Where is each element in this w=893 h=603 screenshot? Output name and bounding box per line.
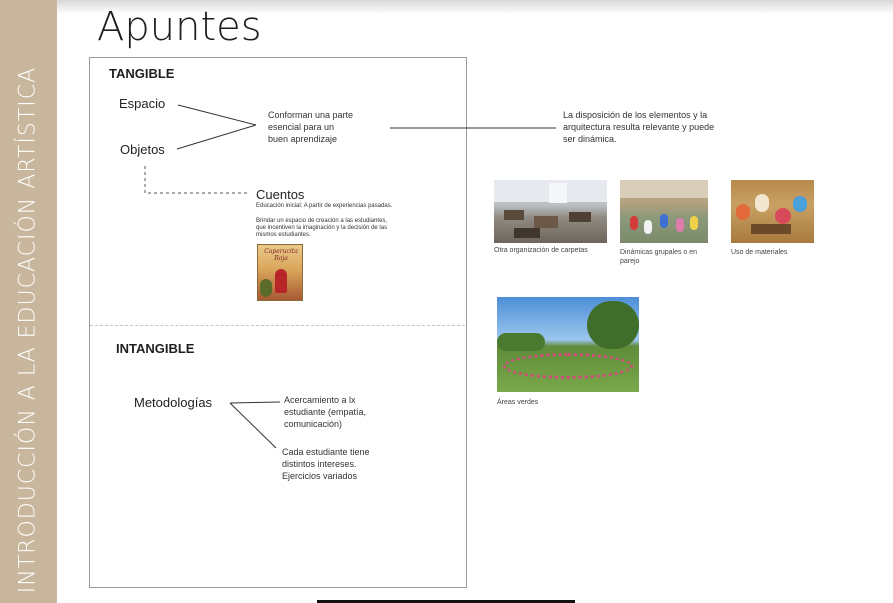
acercamiento-line: Acercamiento a lx [284,395,356,405]
book-title-line: Caperucita [264,248,298,255]
acercamiento-line: comunicación) [284,419,343,429]
book-title [260,248,302,262]
green-areas-photo [497,297,639,392]
photo-caption-areas-verdes: Áreas verdes [497,399,539,406]
disposicion-line: arquitectura resulta relevante y puede [563,122,715,132]
sidebar [0,0,57,603]
caption-line: parejo [620,258,640,265]
acercamiento-line: estudiante (empatía, [284,407,367,417]
conforman-line: esencial para un [268,122,335,132]
materials-photo [731,180,814,243]
caption-line: Dinámicas grupales o en [620,249,698,256]
sidebar-title: INTRODUCCIÓN A LA EDUCACIÓN ARTÍSTICA [15,66,41,594]
cuentos-desc-2 [256,218,387,239]
conforman-line: Conforman una parte [268,110,354,120]
conforman-line: buen aprendizaje [268,134,338,144]
classroom-desks-photo [494,180,607,243]
section-divider [90,325,465,326]
book-tree [260,279,272,297]
group-dynamics-photo [620,180,708,243]
book-figure [275,269,287,293]
disposicion-line: La disposición de los elementos y la [563,110,708,120]
photo-caption-materiales: Uso de materiales [731,249,788,256]
conforman-text [268,109,353,145]
disposicion-line: ser dinámica. [563,134,617,144]
intangible-heading: INTANGIBLE [116,341,195,356]
intereses-text [282,446,370,482]
book-cover-image [257,244,303,301]
photo-caption-dinamicas [620,248,697,266]
photo-caption-carpetas: Otra organización de carpetas [494,247,588,254]
node-metodologias: Metodologías [134,395,213,410]
acercamiento-text [284,394,366,430]
intereses-line: Ejercicios variados [282,471,358,481]
intereses-line: distintos intereses. [282,459,357,469]
page-title: Apuntes [97,4,262,50]
node-cuentos: Cuentos [256,187,305,202]
cuentos-desc-1: Educación inicial: A partir de experiencias pasadas. [256,203,393,209]
disposicion-text [563,109,714,145]
tangible-heading: TANGIBLE [109,66,175,81]
node-espacio: Espacio [119,96,166,111]
intereses-line: Cada estudiante tiene [282,447,370,457]
book-title-line: Roja [274,255,288,262]
cuentos-desc-line: Brindar un espacio de creación a las estudiantes, [256,218,388,224]
node-objetos: Objetos [120,142,165,157]
cuentos-desc-line: que incentiven la imaginación y la decisión de las [256,225,388,231]
cuentos-desc-line: mismos estudiantes. [256,232,311,238]
